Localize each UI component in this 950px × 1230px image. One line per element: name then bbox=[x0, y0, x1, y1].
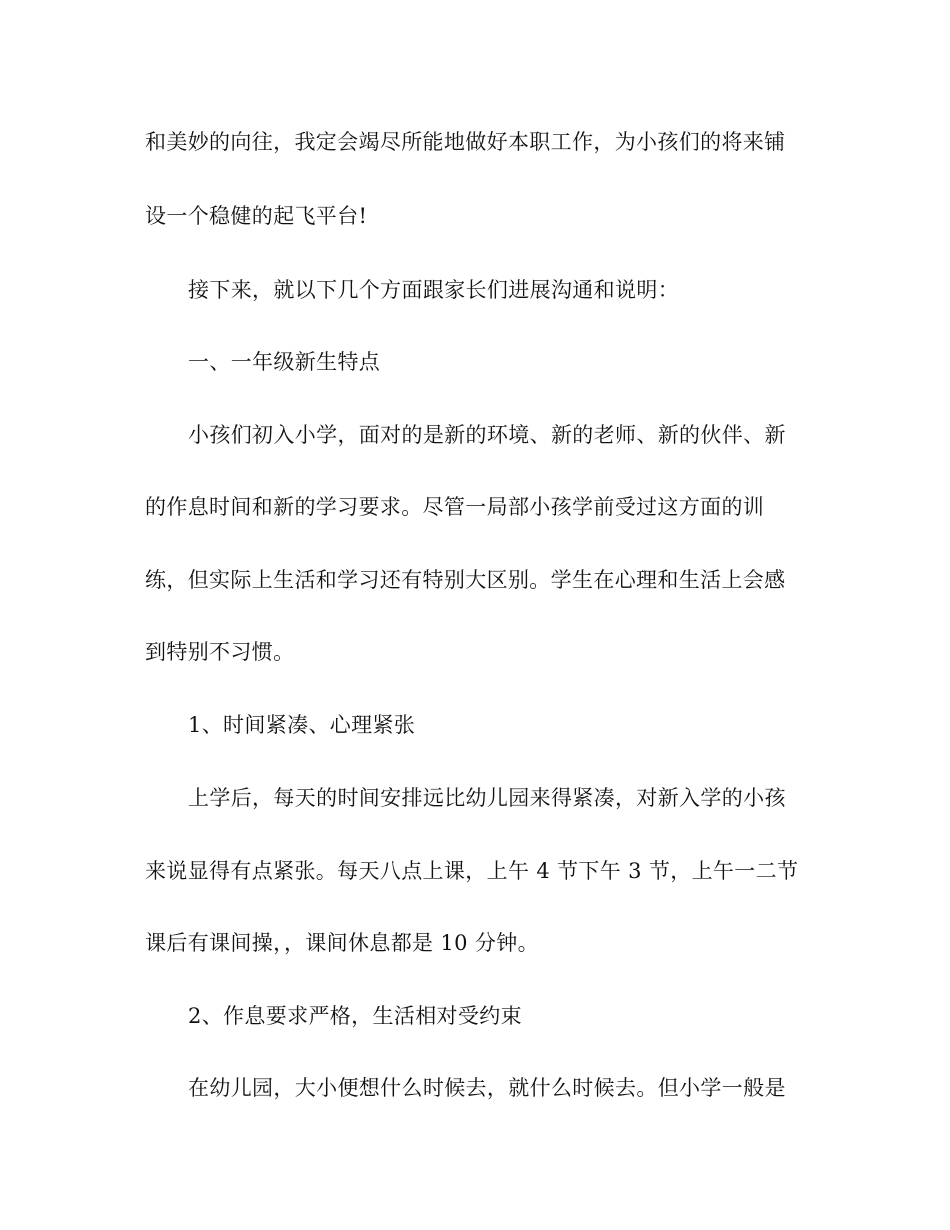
paragraph-line: 接下来，就以下几个方面跟家长们进展沟通和说明： bbox=[188, 278, 680, 302]
paragraph-line: 和美妙的向往，我定会竭尽所能地做好本职工作，为小孩们的将来铺 bbox=[145, 130, 786, 154]
paragraph-line: 设一个稳健的起飞平台! bbox=[145, 204, 368, 228]
subsection-heading: 1、时间紧凑、心理紧张 bbox=[188, 713, 416, 737]
subsection-heading: 2、作息要求严格，生活相对受约束 bbox=[188, 1004, 522, 1028]
paragraph-line: 练，但实际上生活和学习还有特别大区别。学生在心理和生活上会感 bbox=[145, 568, 786, 592]
paragraph-line: 的作息时间和新的学习要求。尽管一局部小孩学前受过这方面的训 bbox=[145, 495, 765, 519]
paragraph-line: 课后有课间操，，课间休息都是 10 分钟。 bbox=[145, 931, 539, 955]
paragraph-line: 小孩们初入小学，面对的是新的环境、新的老师、新的伙伴、新 bbox=[188, 423, 786, 447]
paragraph-line: 上学后，每天的时间安排远比幼儿园来得紧凑，对新入学的小孩 bbox=[188, 786, 786, 810]
paragraph-line: 在幼儿园，大小便想什么时候去，就什么时候去。但小学一般是 bbox=[188, 1076, 786, 1100]
paragraph-line: 到特别不习惯。 bbox=[145, 640, 295, 664]
paragraph-line: 来说显得有点紧张。每天八点上课，上午 4 节下午 3 节，上午一二节 bbox=[145, 859, 799, 883]
section-heading: 一、一年级新生特点 bbox=[188, 350, 381, 374]
